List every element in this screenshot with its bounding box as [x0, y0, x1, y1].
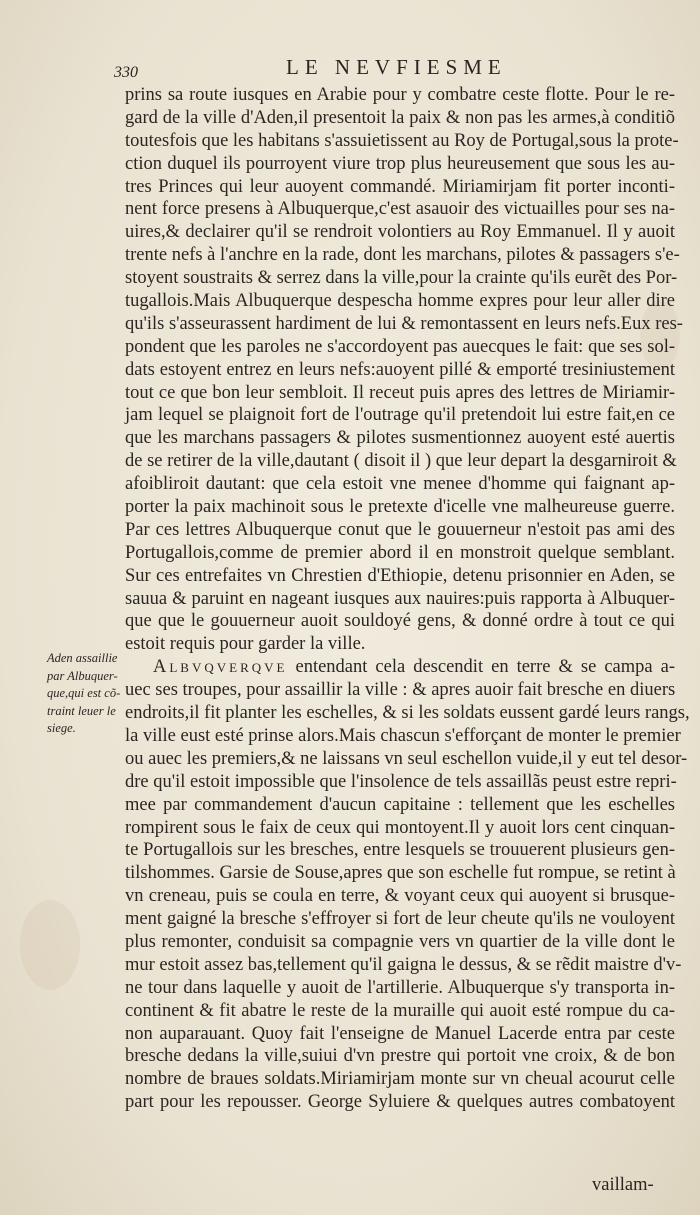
paper-stain: [20, 900, 80, 990]
text-line: mur estoit assez bas,tellement qu'il gaigna le dessus, & se rẽdit maistre d'v-: [125, 954, 682, 975]
text-line: jam lequel se plaignoit fort de l'outrage qu'il pretendoit lui estre fait,en ce: [125, 405, 675, 426]
text-line: la ville eust esté prinse alors.Mais chascun s'efforçant de monter le premier: [125, 725, 681, 746]
text-line: ne tour dans laquelle y auoit de l'artillerie. Albuquerque s'y transporta in-: [125, 977, 675, 998]
text-line: endroits,il fit planter les eschelles, & si les soldats eussent gardé leurs rangs,: [125, 703, 690, 724]
text-line: bresche dedans la ville,suiui d'vn prestre qui portoit vne croix, & de bon: [125, 1046, 675, 1067]
text-line: tout ce que bon leur sembloit. Il receut puis apres des lettres de Miriamir-: [125, 382, 675, 403]
text-line: ou auec les premiers,& ne laissans vn seul eschellon vuide,il y eut tel desor-: [125, 748, 688, 769]
text-line: porter la paix machinoit sous le pretexte d'icelle vne malheureuse guerre.: [125, 497, 675, 518]
text-line: te Portugallois sur les bresches, entre lesquels se trouuerent plusieurs gen-: [125, 840, 675, 861]
text-line: mee par commandement d'aucun capitaine : tellement que les eschelles: [125, 794, 675, 815]
paragraph-1: [125, 84, 683, 656]
text-line: de se retirer de la ville,dautant ( disoit il ) que leur depart la desgarniroit &: [125, 451, 677, 472]
text-line: tugallois.Mais Albuquerque despescha homme expres pour leur aller dire: [125, 291, 675, 312]
text-line: vn creneau, puis se coula en terre, & voyant ceux qui auoyent si brusque-: [125, 886, 675, 907]
text-line: non auparauant. Quoy fait l'enseigne de Manuel Lacerde entra par ceste: [125, 1023, 675, 1044]
text-line: que les marchans passagers & pilotes susmentionnez auoyent esté auertis: [125, 428, 675, 449]
paragraph-2: [125, 656, 690, 1114]
text-line: [125, 656, 675, 679]
text-line: dre qu'il estoit impossible que l'insolence de tels assaillãs peust estre repri-: [125, 771, 677, 792]
margin-note-line: traint leuer le: [47, 703, 116, 718]
text-line: Sur ces entrefaites vn Chrestien d'Ethiopie, detenu prisonnier en Aden, se: [125, 565, 675, 586]
text-line: tres Princes qui leur auoyent commandé. Miriamirjam fit porter inconti-: [125, 176, 675, 197]
text-line: toutesfois que les habitans s'assuietissent au Roy de Portugal,sous la prote-: [125, 130, 679, 151]
text-line: rompirent sous le faix de ceux qui montoyent.Il y auoit lors cent cinquan-: [125, 817, 675, 838]
text-line: gard de la ville d'Aden,il presentoit la paix & non pas les armes,à conditiõ: [125, 107, 675, 128]
text-line: continent & fit abatre le reste de la muraille qui auoit esté rompue du ca-: [125, 1000, 675, 1021]
text-line: sauua & paruint en nageant iusques aux nauires:puis rapporta à Albuquer-: [125, 588, 675, 609]
text-span: entendant cela descendit en terre & se campa a-: [287, 657, 675, 678]
margin-note-line: Aden assaillie: [47, 651, 118, 665]
text-line: qu'ils s'asseurassent hardiment de lui & remontassent en leurs nefs.Eux res-: [125, 313, 683, 334]
text-line: tilshommes. Garsie de Souse,apres que son eschelle fut rompue, se retint à: [125, 863, 676, 884]
margin-note: [47, 650, 125, 738]
text-line: afoibliroit dautant: que cela estoit vne menee d'homme qui faignant ap-: [125, 474, 675, 495]
text-line: Par ces lettres Albuquerque conut que le gouuerneur n'estoit pas ami des: [125, 519, 675, 540]
text-line: Portugallois,comme de premier abord il en monstroit quelque semblant.: [125, 542, 675, 563]
page-number: 330: [114, 64, 138, 81]
text-line: trente nefs à l'anchre en la rade, dont les marchans, pilotes & passagers s'e-: [125, 245, 680, 266]
text-line: stoyent soustraits & serrez dans la ville,pour la crainte qu'ils eurẽt des Por-: [125, 268, 678, 289]
text-line: uec ses troupes, pour assaillir la ville : & apres auoir fait bresche en diuers: [125, 680, 676, 701]
text-line: uires,& declairer qu'il se rendroit volontiers au Roy Emmanuel. Il y auoit: [125, 222, 675, 243]
running-head: LE NEVFIESME: [286, 55, 507, 79]
text-line: ction duquel ils pourroyent viure trop plus heureusement que sous les au-: [125, 153, 675, 174]
catchword: vaillam-: [592, 1175, 654, 1195]
text-line: ment gaigné la bresche s'effroyer si fort de leur cheute qu'ils ne vouloyent: [125, 909, 675, 930]
text-line: dats estoyent entrez en leurs nefs:auoyent pillé & emporté tresiniustement: [125, 359, 675, 380]
main-text: [125, 84, 690, 1114]
text-line: plus remonter, conduisit sa compagnie vers vn quartier de la ville dont le: [125, 931, 675, 952]
text-line: nent force presens à Albuquerque,c'est asauoir des victuailles pour ses na-: [125, 199, 675, 220]
text-line: nombre de braues soldats.Miriamirjam monte sur vn cheual acourut celle: [125, 1069, 675, 1090]
margin-note-line: par Albuquer-: [47, 668, 118, 683]
text-line: part pour les repousser. George Syluiere & quelques autres combatoyent: [125, 1092, 675, 1113]
text-line: estoit requis pour garder la ville.: [125, 634, 366, 655]
text-line: pondent que les paroles ne s'accordoyent pas auecques le fait: que ses sol-: [125, 336, 675, 357]
margin-note-line: que,qui est cõ-: [47, 686, 121, 700]
margin-note-line: siege.: [47, 721, 76, 735]
text-line: prins sa route iusques en Arabie pour y combatre ceste flotte. Pour le re-: [125, 85, 675, 105]
text-line: que que le gouuerneur auoit souldoyé gens, & donné ordre à tout ce qui: [125, 611, 675, 632]
paragraph-lead: Albvqverqve: [153, 657, 288, 678]
